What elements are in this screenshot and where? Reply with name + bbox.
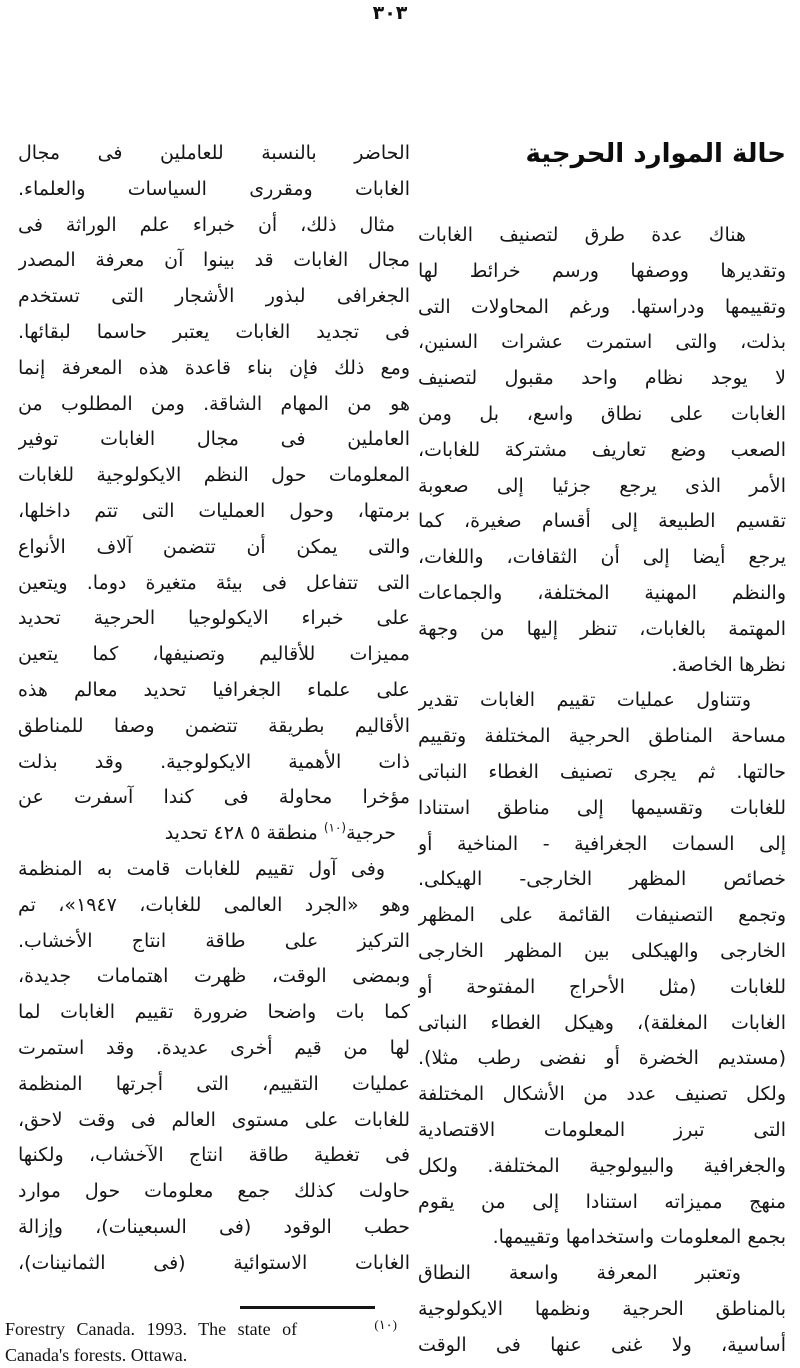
text-line: وتقييمها ودراستها. ورغم المحاولات التى — [418, 295, 786, 318]
text-line: بذلت، والتى استمرت عشرات السنين، — [418, 331, 786, 354]
text-line: هو من المهام الشاقة. ومن المطلوب من — [18, 392, 410, 415]
text-line: المهتمة بالغابات، تنظر إليها من وجهة — [418, 617, 786, 640]
text-line: حطب الوقود (فى السبعينات)، وإزالة — [18, 1215, 410, 1238]
text-line: ومع ذلك فإن بناء قاعدة هذه المعرفة إنما — [18, 356, 410, 379]
text-line: أساسية، ولا غنى عنها فى الوقت — [418, 1333, 786, 1356]
text-line: الغابات الاستوائية (فى الثمانينات)، — [18, 1251, 410, 1274]
text-line: وتجمع التصنيفات القائمة على المظهر — [418, 904, 786, 927]
text-line: الأمر الذى يرجع جزئيا إلى صعوبة — [418, 474, 786, 497]
text-line: وهو «الجرد العالمى للغابات، ١٩٤٧»، تم — [18, 893, 410, 916]
text-line: مجال الغابات قد بينوا آن معرفة المصدر — [18, 249, 410, 272]
text-line: والجغرافية والبيولوجية المختلفة. ولكل — [418, 1154, 786, 1177]
text-line: للغابات وتقسيمها إلى مناطق استنادا — [418, 796, 786, 819]
text-line: فى تجديد الغابات يعتبر حاسما لبقائها. — [18, 320, 410, 343]
text-line: بالمناطق الحرجية ونظمها الايكولوجية — [418, 1297, 786, 1320]
text-line: للغابات على مستوى العالم فى وقت لاحق، — [18, 1108, 410, 1131]
text-line: الصعب وضع تعاريف مشتركة للغابات، — [418, 438, 786, 461]
text-line: التى تتفاعل فى بيئة متغيرة دوما. ويتعين — [18, 571, 410, 594]
text-line: (مستديم الخضرة أو نفضى رطب مثلا). — [418, 1047, 786, 1070]
text-line: المعلومات حول النظم الايكولوجية للغابات — [18, 464, 410, 487]
text-line: العاملين فى مجال الغابات توفير — [18, 428, 410, 451]
right-column — [418, 136, 786, 1364]
text-line: يرجع أيضا إلى أن الثقافات، واللغات، — [418, 546, 786, 569]
text-line: وبمضى الوقت، ظهرت اهتمامات جديدة، — [18, 965, 410, 988]
text-line: وتقديرها ووصفها ورسم خرائط لها — [418, 259, 786, 282]
text-line: إلى السمات الجغرافية - المناخية أو — [418, 832, 786, 855]
text-line: الأقاليم بطريقة تتضمن وصفا للمناطق — [18, 714, 410, 737]
text-line: نظرها الخاصة. — [671, 653, 786, 676]
text-line: منهج مميزاته استنادا إلى من يقوم — [418, 1190, 786, 1213]
text-line: وتعتبر المعرفة واسعة النطاق — [418, 1262, 741, 1285]
left-column-lines — [18, 136, 410, 1282]
footnote-marker: (١٠) — [374, 1317, 397, 1332]
text-line: مؤخرا محاولة فى كندا آسفرت عن — [18, 786, 410, 809]
text-line: ذات الأهمية الايكولوجية. وقد بذلت — [18, 750, 410, 773]
text-line: التى تبرز المعلومات الاقتصادية — [418, 1118, 786, 1141]
text-line: فى تغطية طاقة انتاج الآخشاب، ولكنها — [18, 1144, 410, 1167]
text-line: التركيز على طاقة انتاج الأخشاب. — [18, 929, 410, 952]
text-line-words: تحديد‎ ٤٢٨‎ ٥‎ منطقة‎ حرجية — [164, 822, 396, 845]
text-line: على علماء الجغرافيا تحديد معالم هذه — [18, 678, 410, 701]
text-line: مميزات للأقاليم وتصنيفها، كما يتعين — [18, 643, 410, 666]
text-line: للغابات (مثل الأحراج المفتوحة أو — [418, 975, 786, 998]
text-line: الغابات ومقررى السياسات والعلماء. — [18, 177, 410, 200]
text-line: والتى يمكن أن تتضمن آلاف الأنواع — [18, 535, 410, 558]
text-line: تقسيم الطبيعة إلى أقسام صغيرة، كما — [418, 510, 786, 533]
text-line: عمليات التقييم، التى أجرتها المنظمة — [18, 1072, 410, 1095]
text-line: الجغرافى لبذور الأشجار التى تستخدم — [18, 285, 410, 308]
text-line: مثال ذلك، أن خبراء علم الوراثة فى — [18, 213, 395, 236]
section-heading: حالة الموارد الحرجية — [525, 139, 786, 169]
text-line: كما بات واضحا ضرورة تقييم الغابات لما — [18, 1001, 410, 1024]
left-column — [18, 136, 410, 1282]
text-line: حاولت كذلك جمع معلومات حول موارد — [18, 1180, 410, 1203]
footnote-line-1 — [5, 1316, 397, 1342]
text-line: والنظم المهنية المختلفة، والجماعات — [418, 581, 786, 604]
text-line: على خبراء الايكولوجيا الحرجية تحديد — [18, 607, 410, 630]
text-line: ولكل تصنيف عدد من الأشكال المختلفة — [418, 1083, 786, 1106]
text-line: خصائص المظهر الخارجى- الهيكلى. — [418, 868, 786, 891]
text-line: الغابات المغلقة)، وهيكل الغطاء النباتى — [418, 1011, 786, 1034]
text-line: حالتها. ثم يجرى تصنيف الغطاء النباتى — [418, 760, 786, 783]
footnote-divider — [240, 1306, 375, 1309]
text-line: الغابات على نطاق واسع، بل ومن — [418, 402, 786, 425]
text-line: الحاضر بالنسبة للعاملين فى مجال — [18, 142, 410, 164]
text-line: وفى آول تقييم للغابات قامت به المنظمة — [18, 857, 385, 880]
footnote-line-2: Canada's forests. Ottawa. — [5, 1345, 188, 1365]
text-line: هناك عدة طرق لتصنيف الغابات — [418, 224, 746, 246]
text-line: لا يوجد نظام واحد مقبول لتصنيف — [418, 367, 786, 390]
text-line: لها من قيم أخرى عديدة. وقد استمرت — [18, 1036, 410, 1059]
right-column-lines — [418, 218, 786, 1364]
footnote — [5, 1316, 397, 1368]
text-line: وتتناول عمليات تقييم الغابات تقدير — [418, 689, 751, 712]
footnote-text: Forestry Canada. 1993. The state of — [5, 1319, 298, 1339]
text-line — [18, 816, 410, 852]
text-line: مساحة المناطق الحرجية المختلفة وتقييم — [418, 725, 786, 748]
page-number: ٣٠٣ — [372, 2, 408, 24]
text-line: الخارجى والهيكلى بين المظهر الخارجى — [418, 939, 786, 962]
footnote-reference: (١٠) — [323, 820, 347, 835]
text-line: بجمع المعلومات واستخدامها وتقييمها. — [492, 1226, 786, 1249]
text-line: برمتها، وحول العمليات التى تتم داخلها، — [18, 499, 410, 522]
